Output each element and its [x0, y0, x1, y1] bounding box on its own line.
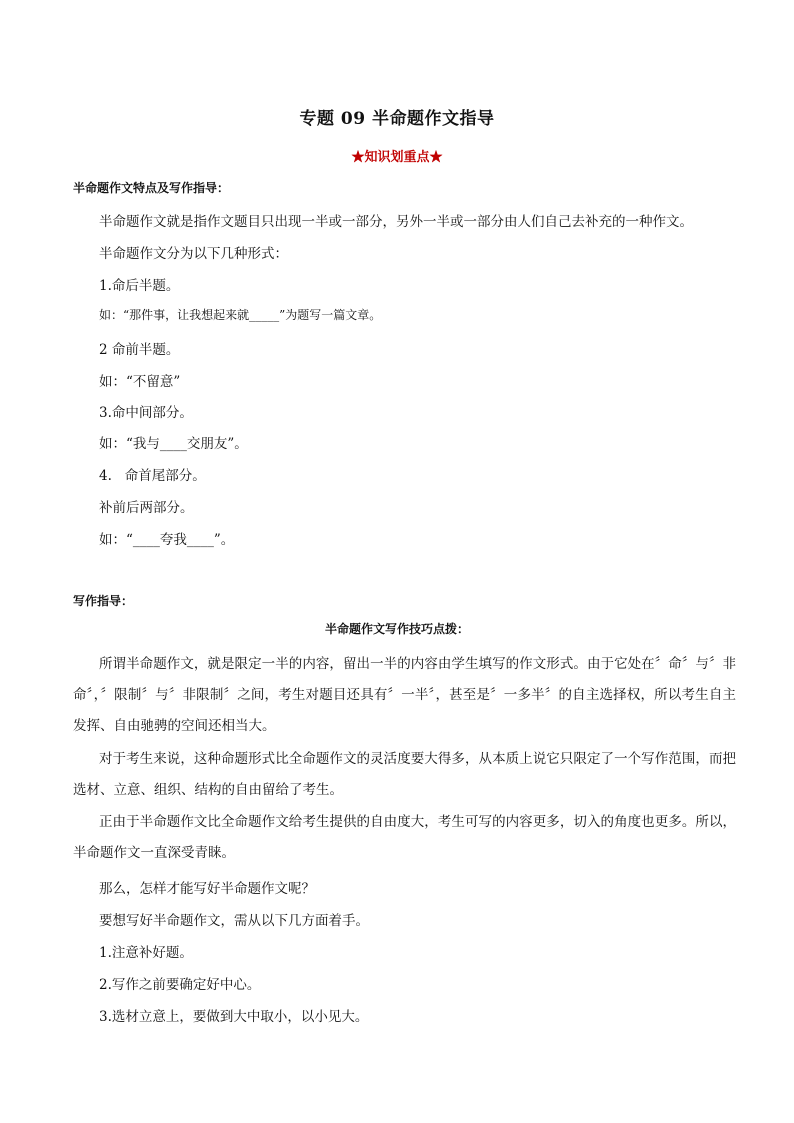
highlight-subtitle: ★知识划重点★	[351, 150, 443, 165]
definition-line: 半命题作文就是指作文题目只出现一半或一部分，另外一半或一部分由人们自己去补充的一种作文。	[99, 214, 693, 230]
tips-heading: 半命题作文写作技巧点拨：	[324, 622, 469, 636]
aspects-intro-line: 要想写好半命题作文，需从以下几方面着手。	[99, 913, 369, 929]
form-4-example: 如：“____夸我____”。	[99, 532, 235, 548]
tip-2-line: 2.写作之前要确定好中心。	[99, 977, 261, 993]
form-4-note: 补前后两部分。	[99, 500, 194, 516]
form-1-line: 1.命后半题。	[99, 278, 180, 294]
section-heading-guidance: 写作指导：	[73, 594, 134, 608]
tip-1-line: 1.注意补好题。	[99, 945, 193, 961]
section-heading-features: 半命题作文特点及写作指导：	[73, 181, 230, 195]
form-2-example: 如：“不留意”	[99, 374, 181, 390]
form-3-line: 3.命中间部分。	[99, 405, 193, 421]
tip-3-line: 3.选材立意上，要做到大中取小，以小见大。	[99, 1009, 369, 1025]
form-2-line: 2 命前半题。	[99, 342, 180, 358]
paragraph-definition: 所谓半命题作文，就是限定一半的内容，留出一半的内容由学生填写的作文形式。由于它处在〞命〞与〞非命〞，〞限制〞与〞非限制〞之间，考生对题目还具有〞一半〞，甚至是〞一多半〞的自主选择权，所以考生自主发挥、自由驰骋的空间还相当大。	[73, 656, 736, 734]
form-3-example: 如：“我与____交朋友”。	[99, 436, 248, 452]
question-line: 那么，怎样才能写好半命题作文呢？	[99, 881, 315, 897]
form-1-example: 如：“那件事，让我想起来就_____”为题写一篇文章。	[99, 308, 382, 322]
paragraph-popularity: 正由于半命题作文比全命题作文给考生提供的自由度大，考生可写的内容更多，切入的角度也更多。所以，半命题作文一直深受青睐。	[73, 814, 736, 861]
forms-intro-line: 半命题作文分为以下几种形式：	[99, 246, 288, 262]
form-4-line: 4. 命首尾部分。	[99, 468, 206, 484]
paragraph-flexibility: 对于考生来说，这种命题形式比全命题作文的灵活度要大得多，从本质上说它只限定了一个写作范围，而把选材、立意、组织、结构的自由留给了考生。	[73, 751, 736, 798]
page-title: 专题 09 半命题作文指导	[299, 109, 495, 129]
